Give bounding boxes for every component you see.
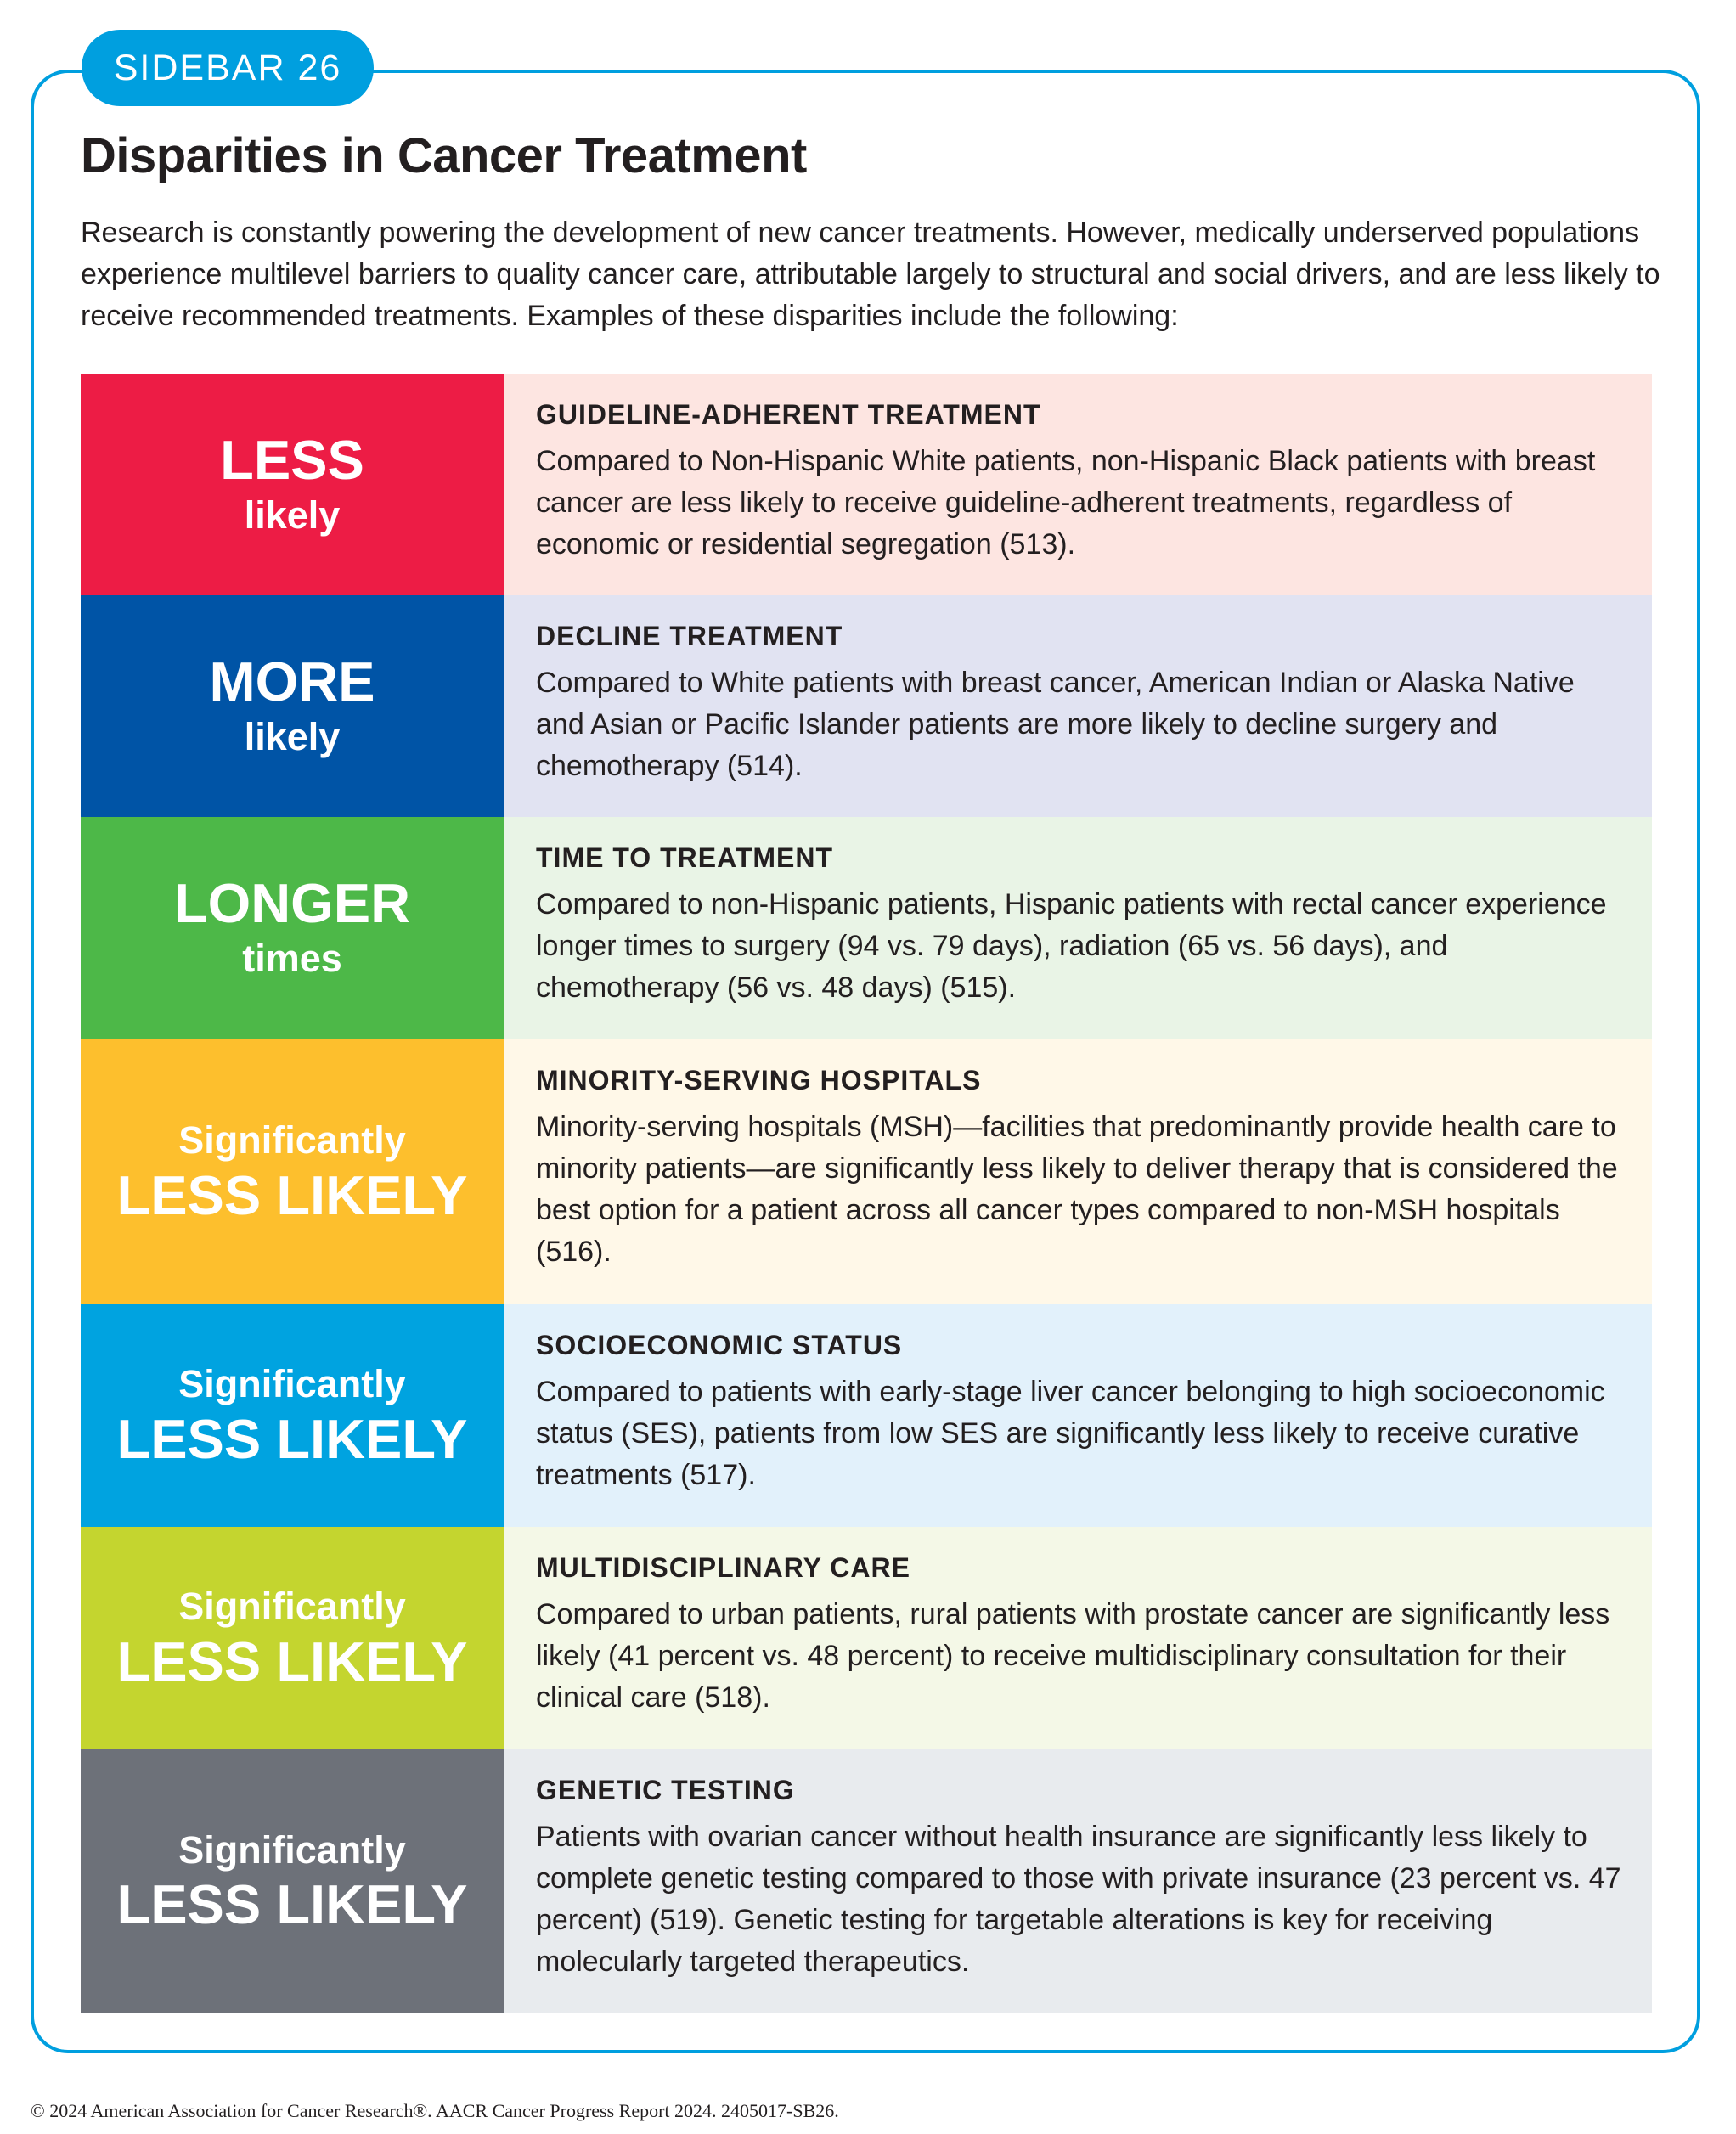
row-heading: MULTIDISCIPLINARY CARE <box>536 1552 910 1583</box>
row-heading: SOCIOECONOMIC STATUS <box>536 1330 903 1360</box>
label-main: MORE <box>209 650 375 712</box>
row-heading: DECLINE TREATMENT <box>536 621 843 651</box>
row-label <box>81 1304 504 1527</box>
copyright-footer: © 2024 American Association for Cancer Research®. AACR Cancer Progress Report 2024. 2405017-SB26. <box>31 2100 839 2121</box>
row-text <box>504 374 1652 595</box>
row-multidisciplinary-care <box>81 1527 1652 1749</box>
row-body: Compared to White patients with breast cancer, American Indian or Alaska Native and Asian or Pacific Islander patients are more likely to decline surgery and chemotherapy (514). <box>536 667 1575 782</box>
label-qualifier: Significantly <box>178 1827 406 1872</box>
label-main: LESS <box>220 428 364 491</box>
row-body: Compared to urban patients, rural patients with prostate cancer are significantly less likely (41 percent vs. 48 percent) to receive multidisciplinary consultation for their clinical care (518). <box>536 1598 1610 1714</box>
row-text <box>504 1304 1652 1527</box>
row-body: Compared to non-Hispanic patients, Hispanic patients with rectal cancer experience longer times to surgery (94 vs. 79 days), radiation (65 vs. 56 days), and chemotherapy (56 vs. 48 days) (515). <box>536 888 1607 1004</box>
row-body: Minority-serving hospitals (MSH)—facilities that predominantly provide health care to minority patients—are significantly less likely to deliver therapy that is considered the best option for a patient across all cancer types compared to non-MSH hospitals (516). <box>536 1111 1618 1268</box>
page-title: Disparities in Cancer Treatment <box>81 128 807 183</box>
row-label <box>81 1749 504 2013</box>
row-label <box>81 817 504 1039</box>
row-body: Patients with ovarian cancer without health insurance are significantly less likely to complete genetic testing compared to those with private insurance (23 percent vs. 47 percent) (519). Genetic testing for targetable alterations is key for receiving molecularly targeted therapeutics. <box>536 1821 1621 1978</box>
label-qualifier: Significantly <box>178 1118 406 1163</box>
label-main: LESS LIKELY <box>116 1407 468 1470</box>
row-label <box>81 1039 504 1304</box>
label-main: LESS LIKELY <box>116 1873 468 1936</box>
label-qualifier: Significantly <box>178 1362 406 1406</box>
row-time-to-treatment <box>81 817 1652 1039</box>
label-qualifier: Significantly <box>178 1585 406 1629</box>
label-qualifier: likely <box>244 493 341 537</box>
row-text <box>504 1527 1652 1749</box>
label-qualifier: likely <box>244 714 341 758</box>
row-text <box>504 1039 1652 1304</box>
label-main: LESS LIKELY <box>116 1163 468 1226</box>
intro-paragraph: Research is constantly powering the development of new cancer treatments. However, medically underserved populations experience multilevel barriers to quality cancer care, attributable largely to structural and social drivers, and are less likely to receive recommended treatments. Examples of these disparities include the following: <box>81 217 1660 332</box>
row-heading: MINORITY-SERVING HOSPITALS <box>536 1065 982 1095</box>
row-text <box>504 595 1652 817</box>
row-body: Compared to patients with early-stage liver cancer belonging to high socioeconomic status (SES), patients from low SES are significantly less likely to receive curative treatments (517). <box>536 1376 1605 1491</box>
label-main: LESS LIKELY <box>116 1630 468 1692</box>
disparities-table <box>81 374 1652 2013</box>
row-label <box>81 374 504 595</box>
sidebar-tag: SIDEBAR 26 <box>82 30 374 106</box>
row-genetic-testing <box>81 1749 1652 2013</box>
row-heading: TIME TO TREATMENT <box>536 842 834 873</box>
row-decline-treatment <box>81 595 1652 817</box>
row-label <box>81 1527 504 1749</box>
row-guideline-adherent <box>81 374 1652 595</box>
row-socioeconomic-status <box>81 1304 1652 1527</box>
row-heading: GUIDELINE-ADHERENT TREATMENT <box>536 399 1041 430</box>
label-qualifier: times <box>242 937 342 981</box>
row-label <box>81 595 504 817</box>
row-text <box>504 817 1652 1039</box>
row-minority-serving-hospitals <box>81 1039 1652 1304</box>
row-heading: GENETIC TESTING <box>536 1775 795 1805</box>
row-text <box>504 1749 1652 2013</box>
label-main: LONGER <box>173 872 411 935</box>
row-body: Compared to Non-Hispanic White patients, non-Hispanic Black patients with breast cancer are less likely to receive guideline-adherent treatments, regardless of economic or residential segregation (513). <box>536 445 1596 560</box>
